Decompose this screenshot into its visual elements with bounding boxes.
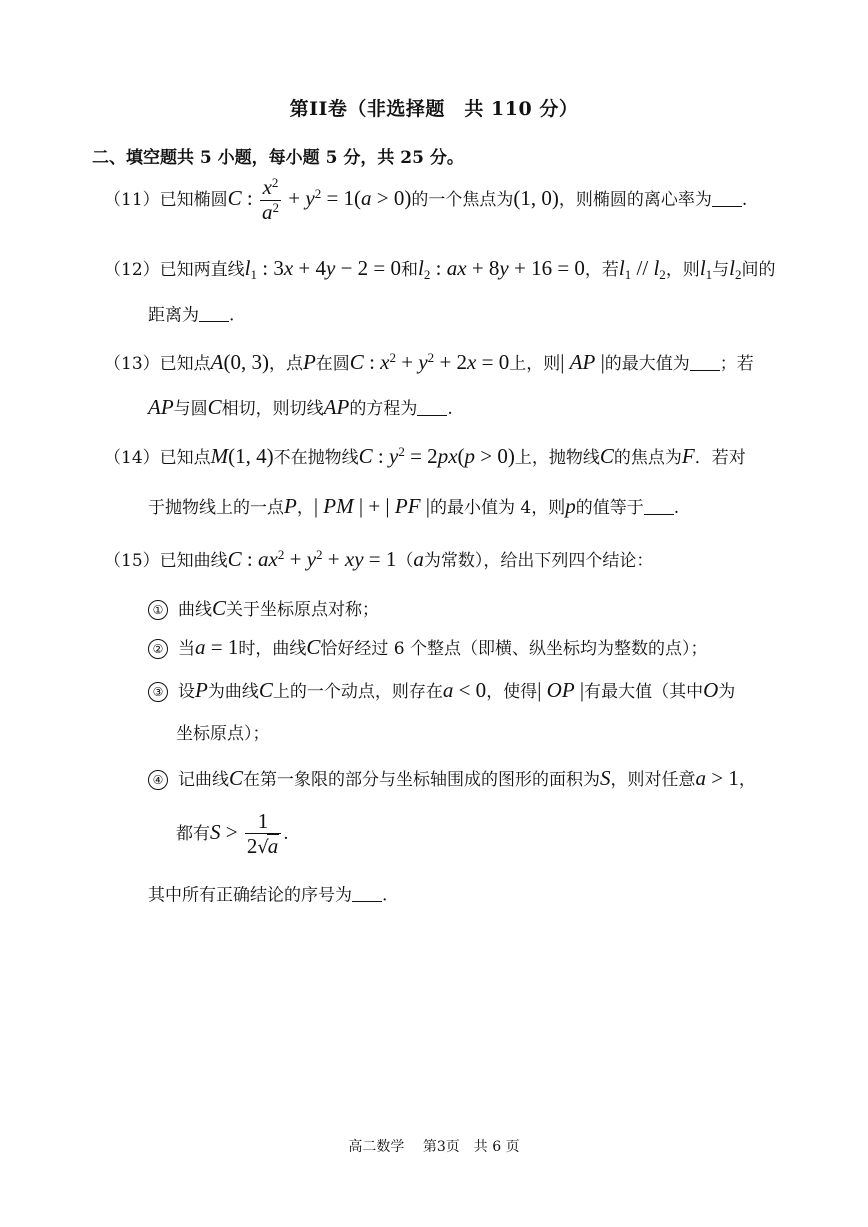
page-title: 第II卷（非选择题 共 110 分） [289, 98, 579, 120]
question-13-continued: AP与圆C相切，则切线AP的方程为 . [148, 395, 453, 419]
answer-blank [417, 400, 447, 416]
question-number: （11） [104, 190, 160, 210]
final-question: 其中所有正确结论的序号为 . [148, 885, 388, 906]
conclusion-4: ④ 记曲线C在第一象限的部分与坐标轴围成的图形的面积为S，则对任意a > 1， [148, 768, 756, 790]
conclusion-1: ① 曲线C关于坐标原点对称； [148, 598, 379, 620]
conclusion-4-continued: 都有S > $\frac{1}{2√a}$ . [176, 808, 289, 859]
circled-number: ② [148, 639, 168, 659]
question-number: （13） [104, 354, 160, 374]
question-number: （15） [104, 551, 160, 571]
conclusion-2: ② 当a = 1时，曲线C恰好经过 6 个整点（即横、纵坐标均为整数的点）； [148, 637, 707, 659]
question-12-continued: 距离为 . [148, 305, 235, 326]
question-11: （11）已知椭圆C : $\frac{x^2}{a^2}$ + $y^2 = 1(a > 0)$的一个焦点为(1, 0)，则椭圆的离心率为 . [104, 175, 748, 224]
question-12: （12）已知两直线$l_1$ : 3x + 4y − 2 = 0和$l_2$ : ax + 8y + 16 = 0，若$l_1 // l_2$，则$l_1$与$l_2$间的 [104, 256, 776, 282]
section-heading: 二、填空题共 5 小题，每小题 5 分，共 25 分。 [92, 148, 464, 168]
question-14: （14）已知点M(1, 4)不在抛物线C : $y^2 = 2px(p > 0)$上，抛物线C的焦点为F．若对 [104, 443, 746, 468]
circled-number: ③ [148, 682, 168, 702]
page-footer: 高二数学 第3页 共 6 页 [348, 1139, 520, 1155]
answer-blank [644, 499, 674, 515]
question-number: （14） [104, 448, 160, 468]
conclusion-3-continued: 坐标原点）； [176, 724, 270, 744]
circled-number: ① [148, 600, 168, 620]
area-inequality: S > $\frac{1}{2√a}$ [210, 820, 283, 844]
ellipse-equation: C : $\frac{x^2}{a^2}$ + $y^2 = 1(a > 0)$ [227, 175, 412, 224]
question-number: （12） [104, 260, 160, 280]
question-14-continued: 于抛物线上的一点P，| PM | + | PF |的最小值为 4，则p的值等于 . [148, 494, 680, 518]
circled-number: ④ [148, 770, 168, 790]
question-13: （13）已知点A(0, 3)，点P在圆C : $x^2 + y^2 + 2x = 0$上，则| AP |的最大值为 ；若 [104, 349, 754, 374]
answer-blank [199, 306, 229, 322]
conclusion-3: ③ 设P为曲线C上的一个动点，则存在a < 0，使得| OP |有最大值（其中O为 [148, 680, 735, 702]
answer-blank [690, 355, 720, 371]
question-15: （15）已知曲线C : $ax^2 + y^2$ + xy = 1（a为常数），给出下列四个结论： [104, 546, 654, 571]
answer-blank [352, 886, 382, 902]
answer-blank [712, 191, 742, 207]
